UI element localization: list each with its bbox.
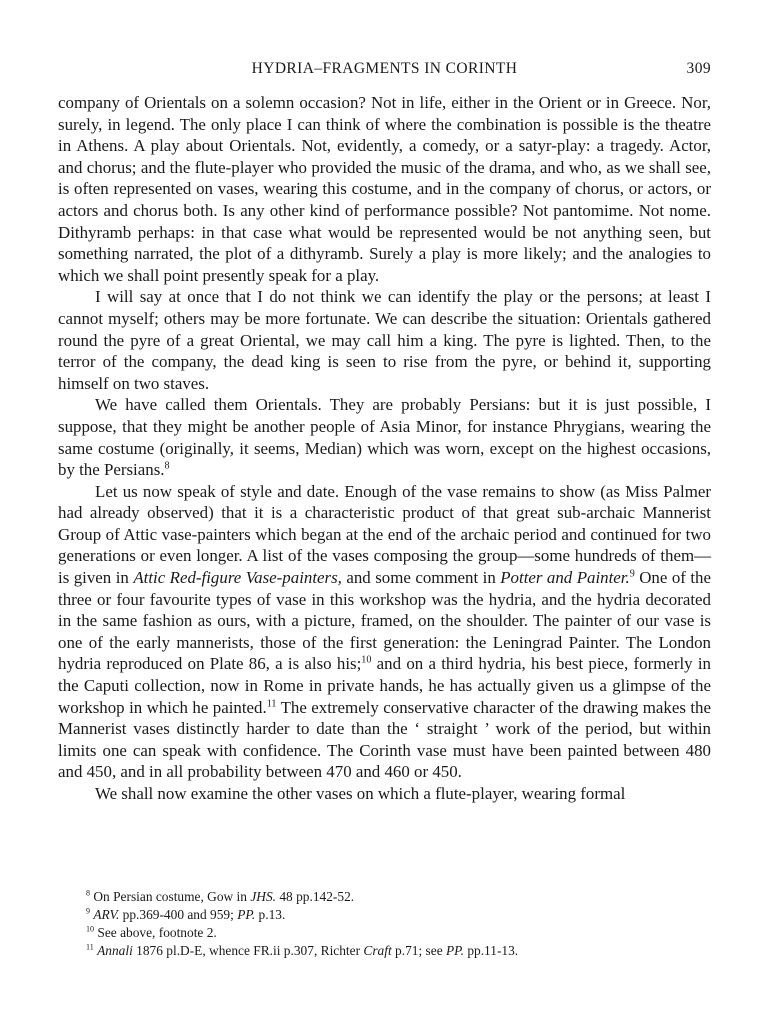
footnote-number: 9 <box>86 906 91 916</box>
footnote-number: 10 <box>86 924 95 934</box>
italic-text: Potter and Painter. <box>500 568 630 588</box>
body-text <box>58 92 711 805</box>
text-run: 1876 pl.D-E, whence FR.ii p.307, Richter <box>132 943 364 958</box>
paragraph-5 <box>58 783 711 805</box>
text-run: We have called them Orientals. They are probably Persians: but it is just possible, I suppose, that they might be another people of Asia Minor, for instance Phrygians, wearing the same costume (originally, it seems, Median) which was worn, except on the highest occasions, by the Persians. <box>58 395 711 480</box>
text-run: and on a third hydria, his best piece, formerly in the Caputi collection, now in Rome in private hands, he has actually given us a glimpse of the workshop in which he painted. <box>58 654 711 717</box>
italic-text: Annali <box>97 943 133 958</box>
text-run: pp.369-400 and 959; <box>119 907 238 922</box>
text-run: company of Orientals on a solemn occasion? Not in life, either in the Orient or in Greece. Nor, surely, in legend. The only place I can think of where the combination is possible is the theatre in Athens. A play about Orientals. Not, evidently, a comedy, or a satyr-play: a tragedy. Actor, and chorus; and the flute-player who provided the music of the drama, and who, as we shall see, is often represented on vases, wearing this costume, and in the company of chorus, or actors, or actors and chorus both. Is any other kind of performance possible? Not pantomime. Not nome. Dithyramb perhaps: in that case what would be represented would be not anything seen, but something narrated, the plot of a dithyramb. Surely a play is more likely; and the analogies to which we shall point presently speak for a play. <box>58 93 711 285</box>
text-run: Let us now speak of style and date. Enough of the vase remains to show (as Miss Palmer had already observed) that it is a characteristic product of that great sub-archaic Mannerist Group of Attic vase-painters which began at the end of the archaic period and continued for two generations or even longer. A list of the vases composing the group—some hundreds of them—is given in <box>58 481 711 588</box>
text-run: 48 pp.142-52. <box>276 889 355 904</box>
text-run: pp.11-13. <box>463 943 519 958</box>
italic-text: PP. <box>445 943 464 958</box>
footnote-number: 11 <box>86 942 94 952</box>
footnote-10 <box>58 924 711 942</box>
footnotes <box>58 888 711 960</box>
paragraph-2 <box>58 286 711 394</box>
footnote-ref: 10 <box>361 654 372 666</box>
footnote-number: 8 <box>86 888 91 898</box>
running-header <box>58 60 711 84</box>
footnote-ref: 9 <box>629 568 635 580</box>
footnote-11 <box>58 942 711 960</box>
footnote-9 <box>58 906 711 924</box>
text-run: and some comment in <box>341 568 501 588</box>
text-run: See above, footnote 2. <box>97 925 217 940</box>
italic-text: ARV. <box>93 907 120 922</box>
text-run: On Persian costume, Gow in <box>93 889 251 904</box>
italic-text: Attic Red-figure Vase-painters, <box>133 568 342 588</box>
paragraph-3 <box>58 394 711 480</box>
page-number: 309 <box>686 60 711 77</box>
paragraph-4 <box>58 481 711 783</box>
text-run: We shall now examine the other vases on which a flute-player, wearing formal <box>95 784 626 803</box>
text-run: p.13. <box>255 907 286 922</box>
italic-text: PP. <box>237 907 256 922</box>
footnote-8 <box>58 888 711 906</box>
footnote-ref: 8 <box>164 460 170 472</box>
running-title: HYDRIA–FRAGMENTS IN CORINTH <box>251 60 518 77</box>
text-run: The extremely conservative character of the drawing makes the Mannerist vases distinctly harder to date than the ‘ straight ’ work of the period, but within limits one can speak with confidence. The Corinth vase must have been painted between 480 and 450, and in all probability between 470 and 460 or 450. <box>58 697 711 782</box>
text-run: One of the three or four favourite types of vase in this workshop was the hydria, and the hydria decorated in the same fashion as ours, with a picture, framed, on the shoulder. The painter of our vase is one of the early mannerists, those of the first generation: the Leningrad Painter. The London hydria reproduced on Plate 86, a is also his; <box>58 568 711 674</box>
paragraph-1 <box>58 92 711 286</box>
italic-text: Craft <box>363 943 392 958</box>
text-run: p.71; see <box>391 943 446 958</box>
italic-text: JHS. <box>250 889 276 904</box>
footnote-ref: 11 <box>266 698 277 709</box>
text-run: I will say at once that I do not think we can identify the play or the persons; at least I cannot myself; others may be more fortunate. We can describe the situation: Orientals gathered round the pyre of a great Oriental, we may call him a king. The pyre is lighted. Then, to the terror of the company, the dead king is seen to rise from the pyre, or behind it, supporting himself on two staves. <box>58 287 711 393</box>
